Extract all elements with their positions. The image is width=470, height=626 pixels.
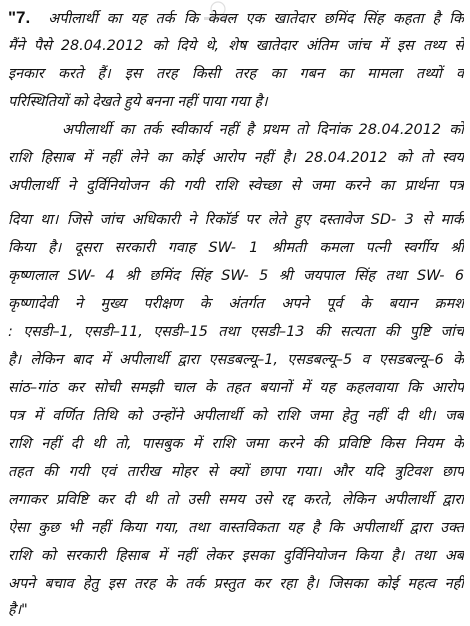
text-line-14: सांठ–गांठ कर सोची समझी चाल के तहत बयानों में यह कहलवाया कि आरोप: [8, 380, 464, 396]
text-line-19: ऐसा कुछ भी नहीं किया गया, तथा वास्तविकता यह है कि अपीलार्थी द्वारा उक्त: [8, 520, 464, 536]
text-line-6: राशि हिसाब में नहीं लेने का कोई आरोप नहीं है। 28.04.2012 को तो स्वयं: [8, 150, 464, 166]
text-line-17: तहत की गयी एवं तारीख मोहर से क्यों छापा गया। और यदि त्रुटिवश छाप: [8, 464, 464, 480]
paragraph-number: "7.: [8, 8, 31, 27]
text-line-21: अपने बचाव हेतु इस तरह के तर्क प्रस्तुत कर रहा है। जिसका कोई महत्व नहीं: [8, 576, 464, 592]
text-line-10: कृष्णलाल SW- 4 श्री छमिंद सिंह SW- 5 श्री जयपाल सिंह तथा SW- 6: [8, 268, 464, 284]
text-line-9: किया है। दूसरा सरकारी गवाह SW- 1 श्रीमती कमला पत्नी स्वर्गीय श्री: [8, 240, 464, 256]
text-line-2: मैंने पैसे 28.04.2012 को दिये थे, शेष खातेदार अंतिम जांच में इस तथ्य से: [8, 38, 464, 54]
text-line-3: इनकार करते हैं। इस तरह किसी तरह का गबन का मामला तथ्यों व: [8, 66, 464, 82]
text-line-8: दिया था। जिसे जांच अधिकारी ने रिकॉर्ड पर लेते हुए दस्तावेज SD- 3 से मार्क: [8, 212, 464, 228]
text-line-7: अपीलार्थी ने दुर्विनियोजन की गयी राशि स्वेच्छा से जमा करने का प्रार्थना पत्र: [8, 178, 464, 194]
text-line-4: परिस्थितियों को देखते हुये बनना नहीं पाया गया है।: [8, 94, 268, 110]
text-line-18: लगाकर प्रविष्टि कर दी थी तो उसी समय उसे रद्द करते, लेकिन अपीलार्थी द्वारा: [8, 492, 464, 508]
text-line-13: है। लेकिन बाद में अपीलार्थी द्वारा एसडबल्यू–1, एसडबल्यू–5 व एसडबल्यू–6 के: [8, 352, 464, 368]
text-line-20: राशि को सरकारी हिसाब में नहीं लेकर इसका दुर्विनियोजन किया है। तथा अब: [8, 548, 464, 564]
text-line-11: कृष्णादेवी ने मुख्य परीक्षण के अंतर्गत अपने पूर्व के बयान क्रमश: [8, 296, 464, 312]
text-line-15: पत्र में वर्णित तिथि को उन्होंने अपीलार्थी को राशि जमा हेतु नहीं दी थी। जब: [8, 408, 464, 424]
text-line-1: "7. अपीलार्थी का यह तर्क कि केवल एक खातेदार छमिंद सिंह कहता है कि: [8, 8, 464, 27]
text-line-22: है।": [8, 602, 28, 618]
text-line-5: अपीलार्थी का तर्क स्वीकार्य नहीं है प्रथम तो दिनांक 28.04.2012 को: [62, 122, 464, 138]
text-line-12: : एसडी–1, एसडी–11, एसडी–15 तथा एसडी–13 की सत्यता की पुष्टि जांच: [8, 324, 464, 340]
text-line-16: राशि नहीं दी थी तो, पासबुक में राशि जमा करने की प्रविष्टि किस नियम के: [8, 436, 464, 452]
